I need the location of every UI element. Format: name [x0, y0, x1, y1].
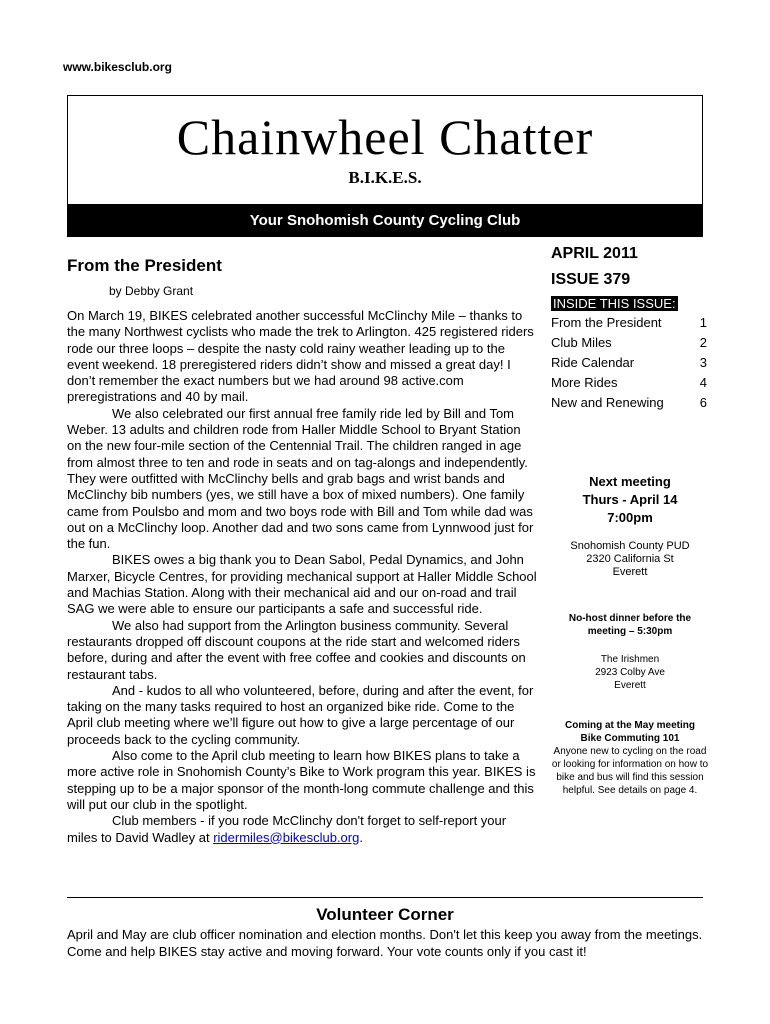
- masthead: [67, 95, 703, 205]
- venue-line: Snohomish County PUD: [570, 540, 690, 552]
- coming-line: Coming at the May meeting: [564, 720, 695, 731]
- last-paragraph-end: .: [359, 829, 363, 845]
- toc-title: Ride Calendar: [551, 355, 635, 370]
- meeting-venue: [551, 540, 709, 579]
- volunteer-text: [67, 927, 707, 960]
- last-paragraph-text: Club members - if you rode McClinchy don't forget to self-report your miles to David Wadley at: [67, 813, 507, 845]
- issue-number: ISSUE 379: [551, 271, 631, 288]
- toc-item: [551, 333, 707, 353]
- byline: by Debby Grant: [109, 284, 194, 298]
- toc-item: [551, 353, 707, 373]
- toc-title: New and Renewing: [551, 395, 664, 410]
- volunteer-heading: Volunteer Corner: [316, 905, 454, 924]
- toc-page: 4: [699, 375, 707, 390]
- toc-title: More Rides: [551, 375, 618, 390]
- issue-sidebar: [551, 245, 707, 413]
- toc-page: 6: [699, 395, 707, 410]
- toc-item: [551, 313, 707, 333]
- issue-date: APRIL 2011: [551, 245, 638, 262]
- article-paragraph: We also celebrated our first annual free family ride led by Bill and Tom Weber. 13 adults and children rode from Haller Middle School to Bryant Station on the new four-mile section of the Centennial Trail. The children ranged in age from almost three to ten and rode in seats and on tag-alongs and independently. They were outfitted with McClinchy bells and grab bags and wrist bands and McClinchy bib numbers (yes, we still have a box of mixed numbers). One family came from Poulsbo and mom and two boys rode with Bill and Tom while dad was out on a McClinchy loop. Another dad and two sons came from Lynnwood just for the fun.: [67, 405, 534, 552]
- next-meeting-box: [551, 473, 709, 527]
- club-name: B.I.K.E.S.: [348, 168, 422, 187]
- dinner-venue-line: The Irishmen: [600, 654, 660, 665]
- article-paragraph: We also had support from the Arlington business community. Several restaurants dropped off discount coupons at the ride start and welcomed riders before, during and after the event with free coffee and cookies and discounts on restaurant tabs.: [67, 617, 526, 682]
- president-column: [67, 256, 537, 846]
- article-paragraph: And - kudos to all who volunteered, before, during and after the event, for taking on the many tasks required to host an organized bike ride. Come to the April club meeting where we’ll figure out how to give a large percentage of our proceeds back to the cycling community.: [67, 682, 534, 747]
- club-banner: Your Snohomish County Cycling Club: [67, 205, 703, 237]
- toc-title: Club Miles: [551, 335, 612, 350]
- toc-item: [551, 373, 707, 393]
- dinner-line: No-host dinner before the: [568, 613, 692, 624]
- article-paragraph-last: [67, 813, 537, 846]
- article-paragraph: Also come to the April club meeting to learn how BIKES plans to take a more active role in Snohomish County’s Bike to Work program this year. BIKES is stepping up to be a major sponsor of the month-long commute challenge and this will put our club in the spotlight.: [67, 748, 536, 812]
- email-link[interactable]: ridermiles@bikesclub.org: [213, 829, 360, 845]
- toc-page: 1: [699, 315, 707, 330]
- dinner-line: meeting – 5:30pm: [587, 626, 673, 637]
- meeting-heading-line: Next meeting: [589, 474, 671, 489]
- may-meeting-info: [551, 719, 709, 797]
- toc-title: From the President: [551, 315, 662, 330]
- section-divider: [67, 897, 703, 898]
- newsletter-title: Chainwheel Chatter: [176, 109, 594, 165]
- coming-line: Bike Commuting 101: [580, 733, 680, 744]
- president-heading: From the President: [67, 256, 222, 275]
- venue-line: Everett: [612, 566, 648, 578]
- toc-page: 2: [699, 335, 707, 350]
- dinner-venue: [551, 653, 709, 692]
- dinner-venue-line: Everett: [614, 680, 646, 691]
- article-paragraph: BIKES owes a big thank you to Dean Sabol, Pedal Dynamics, and John Marxer, Bicycle Centres, for providing mechanical support at Haller Middle School and Machias Station. Along with their mechanical aid and our on-road and trail SAG we were able to ensure our participants a safe and successful ride.: [67, 552, 537, 617]
- meeting-heading-line: Thurs - April 14: [582, 492, 678, 507]
- toc-item: [551, 393, 707, 413]
- dinner-info: [551, 612, 709, 638]
- coming-description: Anyone new to cycling on the road or looking for information on how to bike and bus will find this session helpful. See details on page 4.: [551, 746, 709, 796]
- dinner-venue-line: 2923 Colby Ave: [595, 667, 665, 678]
- meeting-heading-line: 7:00pm: [607, 510, 653, 525]
- inside-heading: INSIDE THIS ISSUE:: [553, 296, 676, 311]
- toc-page: 3: [699, 355, 707, 370]
- website-url: www.bikesclub.org: [63, 60, 172, 74]
- volunteer-paragraph: April and May are club officer nomination and election months. Don't let this keep you away from the meetings. Come and help BIKES stay active and moving forward. Your vote counts only if you cast it!: [67, 927, 703, 959]
- venue-line: 2320 California St: [586, 553, 674, 565]
- president-article: [67, 308, 537, 846]
- article-paragraph: On March 19, BIKES celebrated another successful McClinchy Mile – thanks to the many Northwest cyclists who made the trek to Arlington. 425 registered riders rode our three loops – despite the nasty cold rainy weather leading up to the event weekend. 18 preregistered riders didn’t show and missed a great day! I don’t remember the exact numbers but we had around 98 active.com preregistrations and 40 by mail.: [67, 308, 534, 405]
